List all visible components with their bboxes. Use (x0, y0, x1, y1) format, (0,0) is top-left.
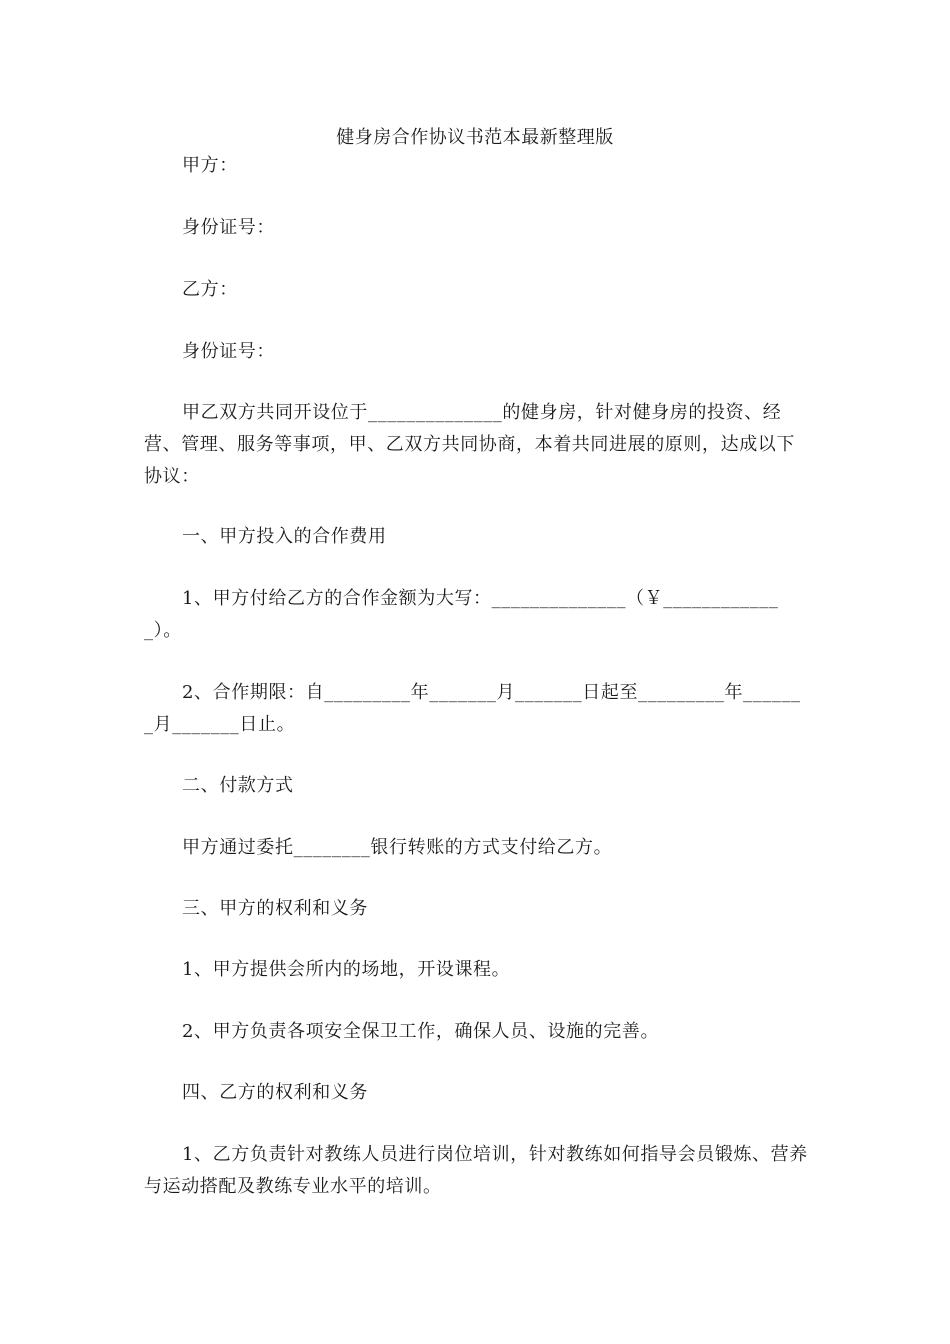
party-b-id-label: 身份证号： (182, 341, 275, 362)
section-1-item-2: 2、合作期限：自_________年_______月_______日起至_________年______ _月_______日止。 (144, 682, 807, 735)
section-2-heading: 二、付款方式 (182, 775, 294, 796)
section-3-item-2: 2、甲方负责各项安全保卫工作，确保人员、设施的完善。 (182, 1021, 660, 1042)
section-1-heading: 一、甲方投入的合作费用 (182, 526, 387, 547)
section-4-heading: 四、乙方的权利和义务 (182, 1082, 368, 1103)
section-4-item-1: 1、乙方负责针对教练人员进行岗位培训，针对教练如何指导会员锻炼、营养与运动搭配及教练专业水平的培训。 (144, 1144, 808, 1197)
party-a-id-label: 身份证号： (182, 217, 275, 238)
party-b-label: 乙方： (182, 279, 238, 300)
section-1-item-1: 1、甲方付给乙方的合作金额为大写：______________（￥____________ _）。 (144, 588, 785, 641)
section-3-item-1: 1、甲方提供会所内的场地，开设课程。 (182, 959, 511, 980)
document-title: 健身房合作协议书范本最新整理版 (336, 127, 614, 148)
section-3-heading: 三、甲方的权利和义务 (182, 898, 368, 919)
section-2-body: 甲方通过委托________银行转账的方式支付给乙方。 (182, 837, 613, 858)
intro-paragraph: 甲乙双方共同开设位于______________的健身房，针对健身房的投资、经营、管理、服务等事项，甲、乙双方共同协商，本着共同进展的原则，达成以下协议： (144, 402, 795, 487)
party-a-label: 甲方： (182, 155, 238, 176)
